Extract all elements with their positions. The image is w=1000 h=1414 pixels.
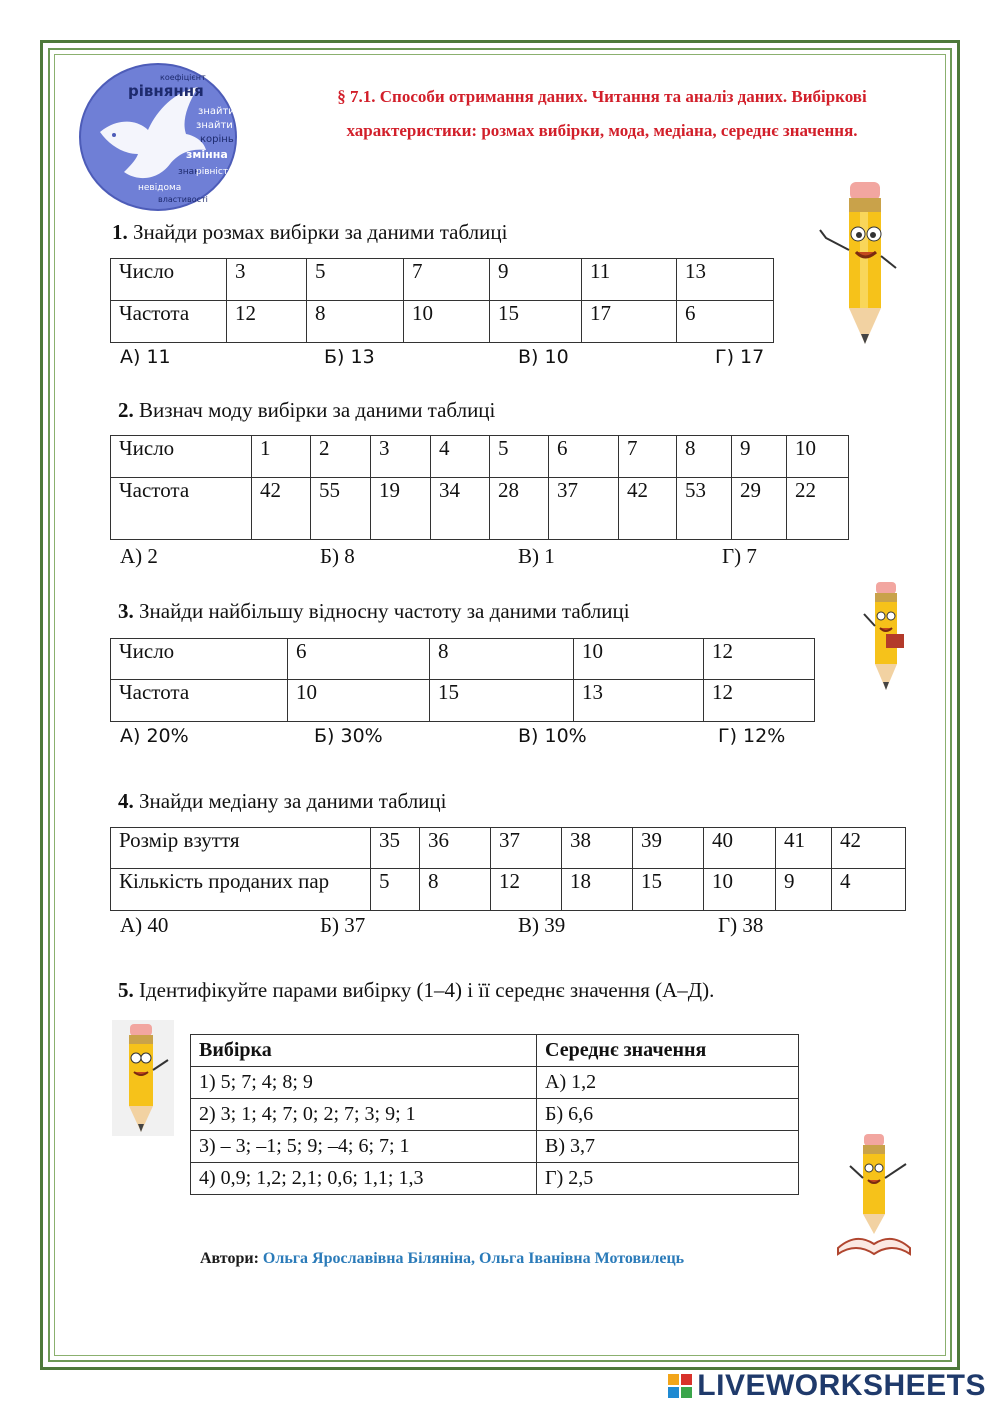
q2-table bbox=[110, 435, 849, 540]
question-number: 5. bbox=[118, 978, 134, 1002]
question-text: Знайди медіану за даними таблиці bbox=[139, 789, 447, 813]
logo-word: рівність bbox=[196, 167, 234, 177]
table-row bbox=[111, 436, 849, 478]
table-cell: 6 bbox=[288, 639, 430, 680]
table-cell: 12 bbox=[704, 680, 815, 722]
table-header-cell: Вибірка bbox=[191, 1035, 537, 1067]
table-row bbox=[191, 1131, 799, 1163]
authors-names: Ольга Ярославівна Біляніна, Ольга Іванівна Мотовилець bbox=[262, 1250, 685, 1267]
table-cell: 28 bbox=[490, 478, 549, 540]
answer-option-c[interactable]: В) 39 bbox=[518, 913, 566, 937]
logo-word: невідома bbox=[138, 183, 182, 193]
table-cell: 39 bbox=[633, 828, 704, 869]
answer-option-d[interactable]: Г) 38 bbox=[718, 913, 764, 937]
liveworksheets-brand bbox=[667, 1368, 986, 1404]
answer-option-b[interactable]: Б) 8 bbox=[320, 544, 355, 568]
table-cell: В) 3,7 bbox=[537, 1131, 799, 1163]
table-cell: 5 bbox=[490, 436, 549, 478]
table-header-row bbox=[191, 1035, 799, 1067]
table-cell: 22 bbox=[787, 478, 849, 540]
table-cell: 42 bbox=[252, 478, 311, 540]
q5-matching-table bbox=[190, 1034, 799, 1195]
title-line-1: § 7.1. Способи отримання даних. Читання та аналіз даних. Вибіркові bbox=[337, 87, 867, 106]
question-number: 4. bbox=[118, 789, 134, 813]
logo-word: коефіцієнт bbox=[160, 73, 206, 82]
question-text: Знайди розмах вибірки за даними таблиці bbox=[133, 220, 508, 244]
table-header-cell: Середнє значення bbox=[537, 1035, 799, 1067]
pencil-on-book-icon bbox=[834, 1130, 914, 1258]
answer-option-d[interactable]: Г) 17 bbox=[715, 346, 765, 368]
table-cell: 36 bbox=[420, 828, 491, 869]
table-cell: 38 bbox=[562, 828, 633, 869]
answer-option-a[interactable]: А) 20% bbox=[120, 725, 189, 747]
logo-word: рівняння bbox=[128, 82, 204, 100]
question-number: 3. bbox=[118, 599, 134, 623]
pencil-character-icon bbox=[860, 578, 910, 696]
answer-option-b[interactable]: Б) 30% bbox=[314, 725, 383, 747]
answer-option-c[interactable]: В) 10 bbox=[518, 346, 569, 368]
answer-option-b[interactable]: Б) 37 bbox=[320, 913, 366, 937]
page-title bbox=[262, 80, 942, 148]
dove-wordcloud-logo bbox=[78, 62, 238, 212]
table-cell: 15 bbox=[490, 301, 582, 343]
table-cell: 9 bbox=[490, 259, 582, 301]
table-cell: 10 bbox=[288, 680, 430, 722]
pencil-character-icon bbox=[112, 1020, 174, 1136]
table-cell: Число bbox=[111, 259, 227, 301]
table-cell: 11 bbox=[582, 259, 677, 301]
table-cell: Б) 6,6 bbox=[537, 1099, 799, 1131]
answer-option-d[interactable]: Г) 12% bbox=[718, 725, 786, 747]
table-row bbox=[191, 1067, 799, 1099]
table-cell: 18 bbox=[562, 869, 633, 911]
authors-label: Автори: bbox=[200, 1250, 259, 1267]
table-cell: 42 bbox=[832, 828, 906, 869]
answer-option-b[interactable]: Б) 13 bbox=[324, 346, 375, 368]
table-row bbox=[111, 828, 906, 869]
table-cell: Частота bbox=[111, 301, 227, 343]
table-row bbox=[191, 1099, 799, 1131]
table-cell: 42 bbox=[619, 478, 677, 540]
table-cell: Розмір взуття bbox=[111, 828, 371, 869]
question-4 bbox=[118, 789, 446, 814]
brand-text: LIVEWORKSHEETS bbox=[697, 1369, 986, 1402]
answer-option-a[interactable]: А) 2 bbox=[120, 544, 158, 568]
table-cell: 1 bbox=[252, 436, 311, 478]
table-cell: 37 bbox=[491, 828, 562, 869]
table-row bbox=[111, 869, 906, 911]
question-text: Знайди найбільшу відносну частоту за даними таблиці bbox=[139, 599, 630, 623]
logo-word: знайти bbox=[196, 120, 233, 131]
pencil-character-icon bbox=[816, 168, 906, 356]
table-cell: 10 bbox=[704, 869, 776, 911]
table-cell: 41 bbox=[776, 828, 832, 869]
table-cell: 37 bbox=[549, 478, 619, 540]
table-cell: 17 bbox=[582, 301, 677, 343]
table-cell: 5 bbox=[371, 869, 420, 911]
table-cell: 8 bbox=[307, 301, 404, 343]
table-row bbox=[111, 680, 815, 722]
table-cell: 3 bbox=[371, 436, 431, 478]
table-cell: Частота bbox=[111, 478, 252, 540]
table-cell: 13 bbox=[574, 680, 704, 722]
table-cell: 8 bbox=[420, 869, 491, 911]
table-cell: Число bbox=[111, 639, 288, 680]
answer-option-c[interactable]: В) 10% bbox=[518, 725, 587, 747]
question-text: Визнач моду вибірки за даними таблиці bbox=[139, 398, 496, 422]
table-cell: 29 bbox=[732, 478, 787, 540]
table-cell: 34 bbox=[431, 478, 490, 540]
table-cell: 8 bbox=[677, 436, 732, 478]
q3-table bbox=[110, 638, 815, 722]
table-cell: 2 bbox=[311, 436, 371, 478]
table-cell: 35 bbox=[371, 828, 420, 869]
table-row bbox=[111, 478, 849, 540]
table-cell: 4 bbox=[431, 436, 490, 478]
table-cell: 55 bbox=[311, 478, 371, 540]
table-cell: 10 bbox=[404, 301, 490, 343]
authors-line bbox=[200, 1250, 684, 1268]
table-cell: 10 bbox=[574, 639, 704, 680]
table-cell: 1) 5; 7; 4; 8; 9 bbox=[191, 1067, 537, 1099]
table-cell: Г) 2,5 bbox=[537, 1163, 799, 1195]
table-cell: 13 bbox=[677, 259, 774, 301]
table-cell: 7 bbox=[404, 259, 490, 301]
table-cell: А) 1,2 bbox=[537, 1067, 799, 1099]
question-text: Ідентифікуйте парами вибірку (1–4) і її середнє значення (А–Д). bbox=[139, 978, 715, 1002]
table-row bbox=[111, 639, 815, 680]
answer-option-c[interactable]: В) 1 bbox=[518, 544, 555, 568]
question-number: 2. bbox=[118, 398, 134, 422]
liveworksheets-logo-icon bbox=[667, 1373, 693, 1399]
table-cell: 6 bbox=[677, 301, 774, 343]
table-cell: 15 bbox=[430, 680, 574, 722]
table-cell: 8 bbox=[430, 639, 574, 680]
answer-option-a[interactable]: А) 11 bbox=[120, 346, 171, 368]
table-cell: 12 bbox=[227, 301, 307, 343]
table-cell: 19 bbox=[371, 478, 431, 540]
question-2 bbox=[118, 398, 495, 423]
logo-word: знак bbox=[178, 167, 200, 177]
table-cell: Частота bbox=[111, 680, 288, 722]
table-cell: 6 bbox=[549, 436, 619, 478]
table-row bbox=[191, 1163, 799, 1195]
title-line-2: характеристики: розмах вибірки, мода, медіана, середнє значення. bbox=[346, 121, 858, 140]
table-cell: 40 bbox=[704, 828, 776, 869]
question-5 bbox=[118, 978, 714, 1003]
table-cell: 2) 3; 1; 4; 7; 0; 2; 7; 3; 9; 1 bbox=[191, 1099, 537, 1131]
logo-word: властивості bbox=[158, 195, 208, 204]
table-row bbox=[111, 259, 774, 301]
q4-table bbox=[110, 827, 906, 911]
logo-word: корінь bbox=[200, 134, 234, 145]
table-cell: 10 bbox=[787, 436, 849, 478]
table-cell: 12 bbox=[704, 639, 815, 680]
q1-table bbox=[110, 258, 774, 343]
question-number: 1. bbox=[112, 220, 128, 244]
table-cell: 4 bbox=[832, 869, 906, 911]
answer-option-d[interactable]: Г) 7 bbox=[722, 544, 757, 568]
logo-word: змінна bbox=[186, 148, 228, 161]
table-cell: 5 bbox=[307, 259, 404, 301]
table-cell: 3 bbox=[227, 259, 307, 301]
table-cell: 9 bbox=[732, 436, 787, 478]
table-row bbox=[111, 301, 774, 343]
table-cell: 3) – 3; –1; 5; 9; –4; 6; 7; 1 bbox=[191, 1131, 537, 1163]
question-1 bbox=[112, 220, 507, 245]
table-cell: Число bbox=[111, 436, 252, 478]
table-cell: 53 bbox=[677, 478, 732, 540]
table-cell: 15 bbox=[633, 869, 704, 911]
table-cell: 12 bbox=[491, 869, 562, 911]
table-cell: 7 bbox=[619, 436, 677, 478]
logo-word: знайти bbox=[198, 106, 235, 117]
question-3 bbox=[118, 599, 630, 624]
table-cell: 4) 0,9; 1,2; 2,1; 0,6; 1,1; 1,3 bbox=[191, 1163, 537, 1195]
answer-option-a[interactable]: А) 40 bbox=[120, 913, 169, 937]
table-cell: 9 bbox=[776, 869, 832, 911]
table-cell: Кількість проданих пар bbox=[111, 869, 371, 911]
